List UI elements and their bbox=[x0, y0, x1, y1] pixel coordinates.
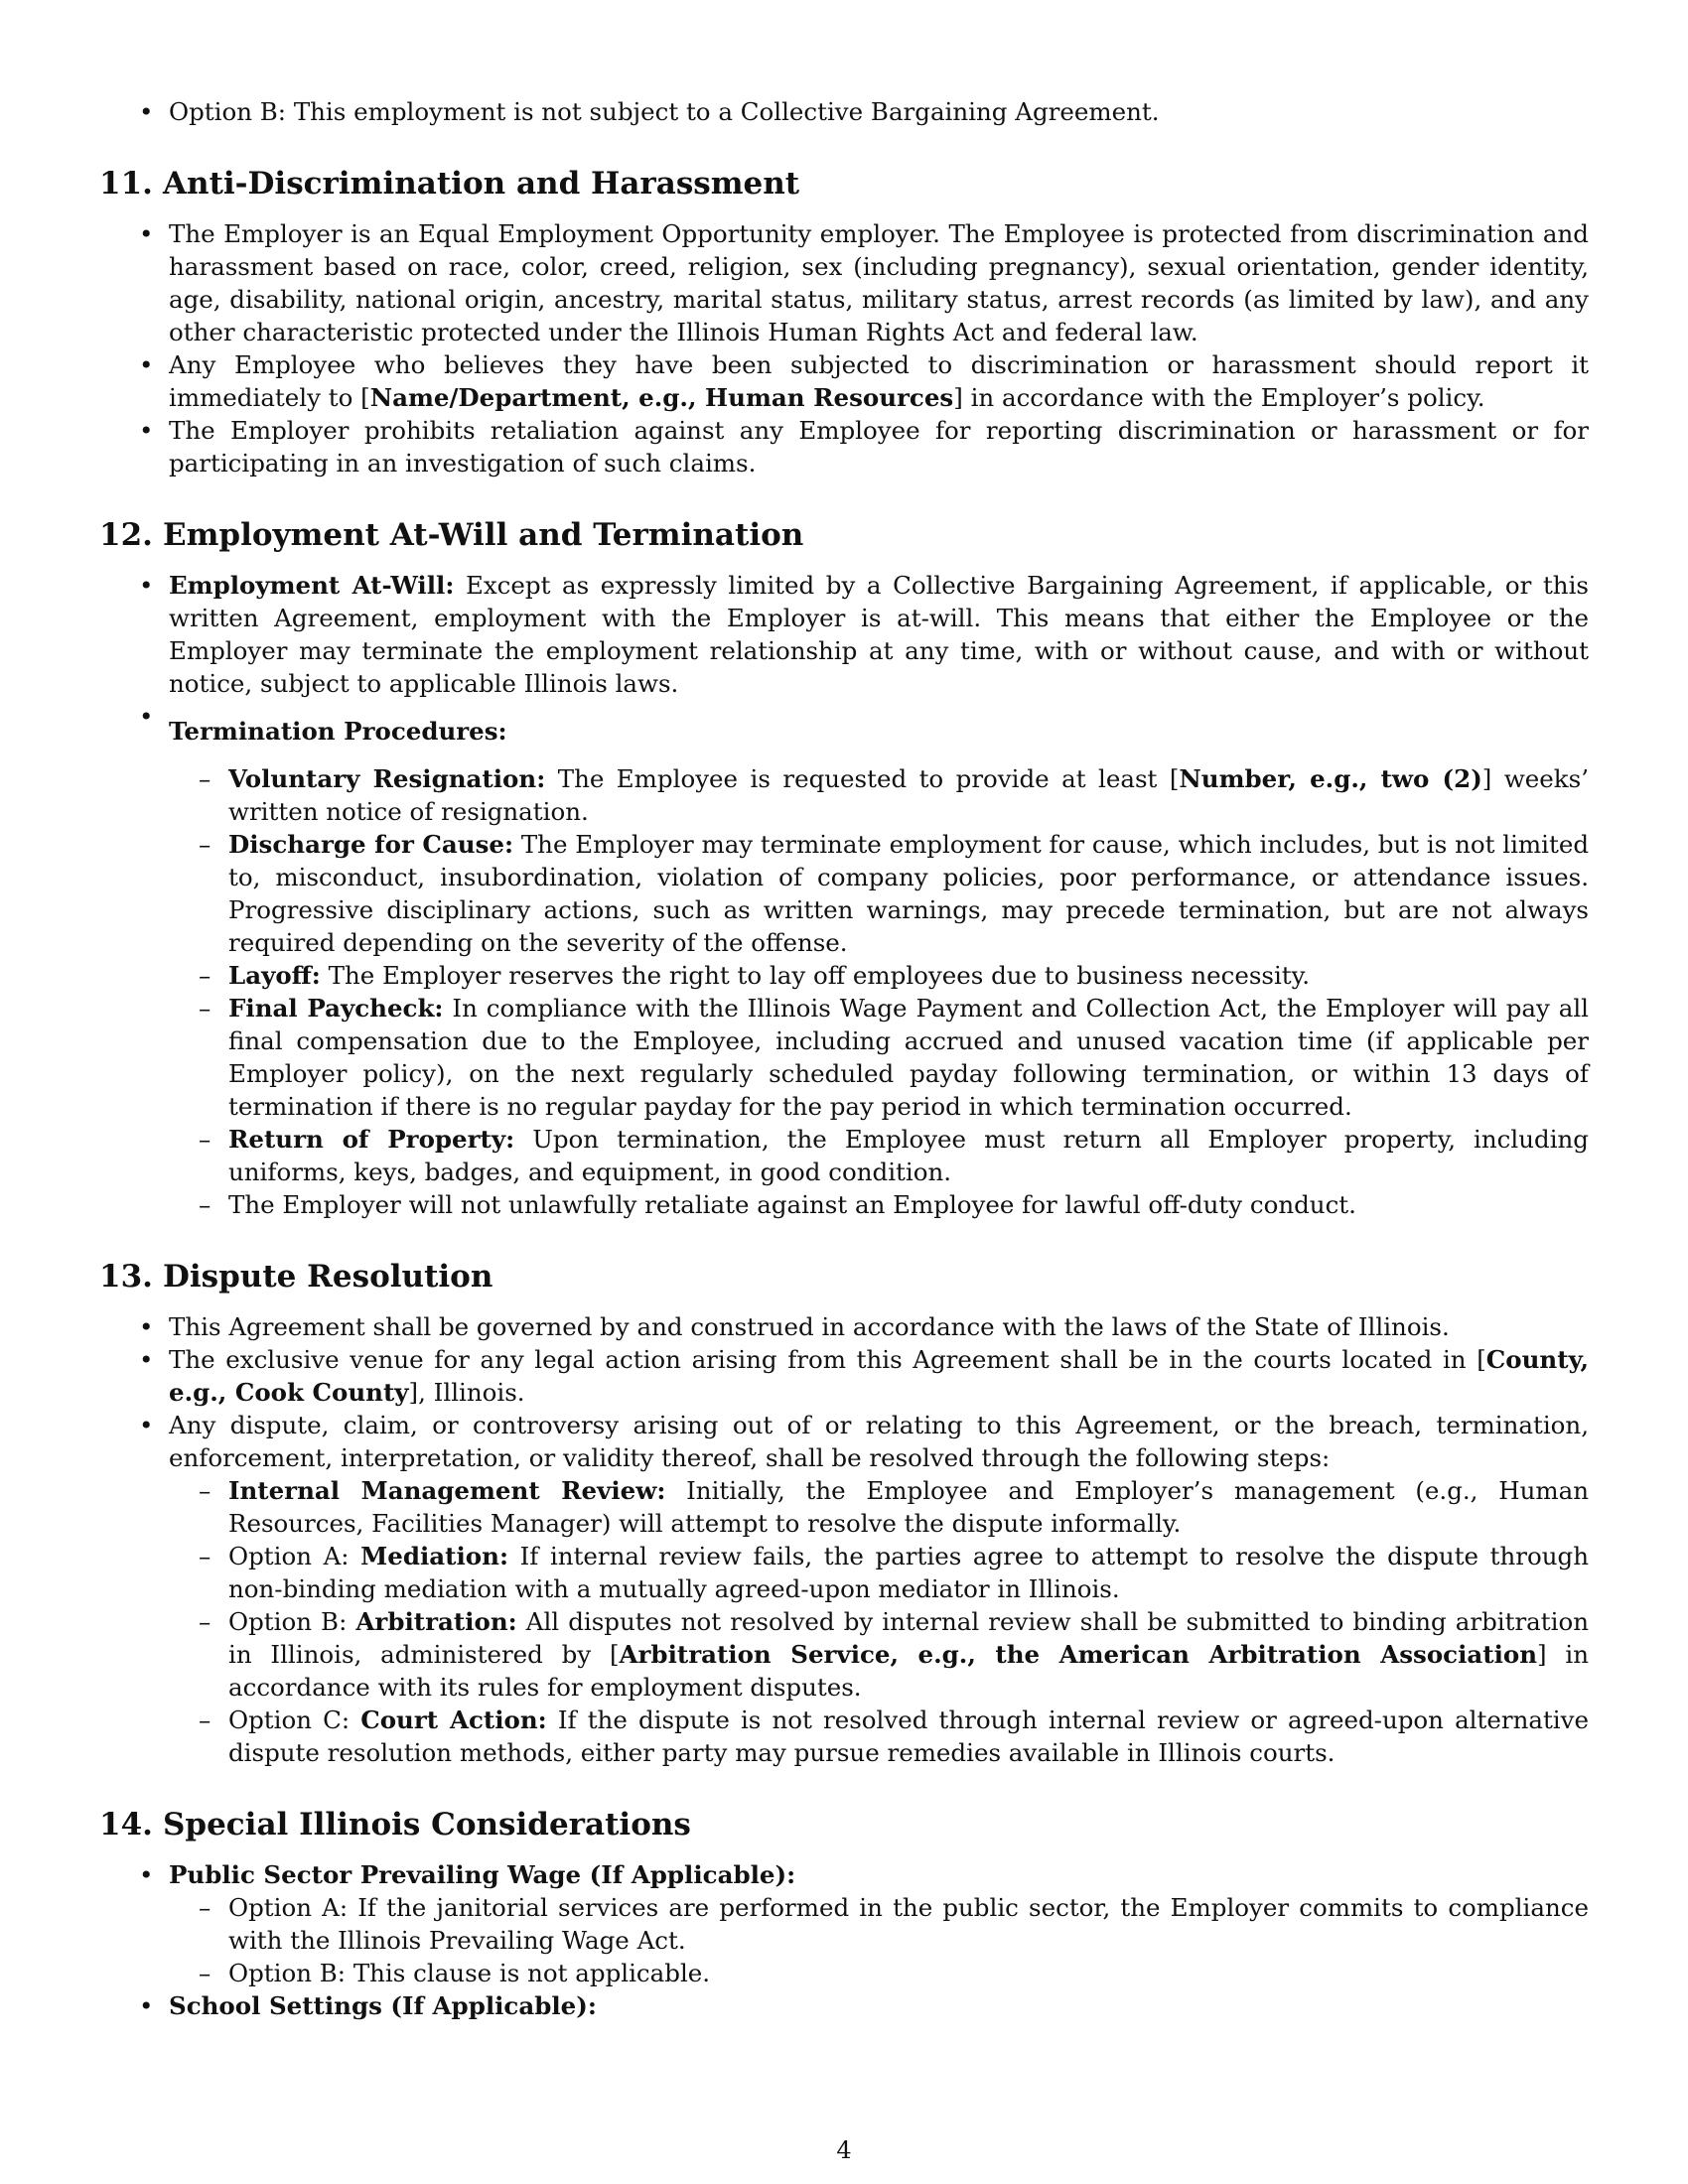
list-item: – Option B: This clause is not applicable. bbox=[228, 1957, 1589, 1989]
section-11-heading: 11. Anti-Discrimination and Harassment bbox=[99, 166, 800, 202]
section-12-list bbox=[99, 569, 1589, 1221]
document-page bbox=[99, 95, 1589, 2022]
list-item: – Option C: Court Action: If the dispute is not resolved through internal review or agreed-upon alternative dispute resolution methods, either party may pursue remedies available in Illinois courts. bbox=[228, 1704, 1589, 1769]
list-item: – Discharge for Cause: The Employer may terminate employment for cause, which includes, but is not limited to, misconduct, insubordination, violation of company policies, poor performance, or attendance issues. Progressive disciplinary actions, such as written warnings, may precede termination, but are not always required depending on the severity of the offense. bbox=[228, 828, 1589, 959]
dispute-steps-list bbox=[169, 1474, 1589, 1769]
section-13-list bbox=[99, 1310, 1589, 1769]
section-13-heading: 13. Dispute Resolution bbox=[99, 1259, 493, 1295]
cba-option-list bbox=[99, 95, 1589, 128]
list-item: • Termination Procedures: – Voluntary Resignation: The Employee is requested to provide at least [Number, e.g., two (2)] weeks’ written notice of resignation. – Discharge for Cause: The Employer may terminate employment for cause, which includes, but is not limited to, misconduct, insubordination, violation of company policies, poor performance, or attendance issues. Progressive disciplinary actions, such as written warnings, may precede termination, but are not always required depending on the severity of the offense. – Layoff: The Employer reserves the right to lay off employees due to business necessity. – Final Paycheck: In compliance with the Illinois Wage Payment and Collection Act, the Employer will pay all final compensation due to the Employee, including accrued and unused vacation time (if applicable per Employer policy), on the next regularly scheduled payday following termination, or within 13 days of termination if there is no regular payday for the pay period in which termination occurred. – Return of Property: Upon termination, the Employee must return all Employer property, including uniforms, keys, badges, and equipment, in good condition. – The Employer will not unlawfully retaliate against an Employee for lawful off-duty conduct. bbox=[169, 700, 1589, 1221]
list-item: – Option B: Arbitration: All disputes not resolved by internal review shall be submitted to binding arbitration in Illinois, administered by [Arbitration Service, e.g., the American Arbitration Association] in accordance with its rules for employment disputes. bbox=[228, 1605, 1589, 1704]
list-item: • School Settings (If Applicable): bbox=[169, 1989, 1589, 2022]
section-12-heading: 12. Employment At-Will and Termination bbox=[99, 517, 804, 553]
list-item: • Public Sector Prevailing Wage (If Applicable): – Option A: If the janitorial services are performed in the public sector, the Employer commits to compliance with the Illinois Prevailing Wage Act. – Option B: This clause is not applicable. bbox=[169, 1858, 1589, 1989]
list-item: – Voluntary Resignation: The Employee is requested to provide at least [Number, e.g., two (2)] weeks’ written notice of resignation. bbox=[228, 762, 1589, 828]
list-item: • The Employer prohibits retaliation against any Employee for reporting discrimination or harassment or for participating in an investigation of such claims. bbox=[169, 414, 1589, 479]
termination-procedures-list bbox=[169, 762, 1589, 1221]
section-14-heading: 14. Special Illinois Considerations bbox=[99, 1807, 691, 1843]
section-14-list bbox=[99, 1858, 1589, 2022]
list-item: • Any Employee who believes they have been subjected to discrimination or harassment should report it immediately to [Name/Department, e.g., Human Resources] in accordance with the Employer’s policy. bbox=[169, 348, 1589, 414]
list-item: • The Employer is an Equal Employment Opportunity employer. The Employee is protected from discrimination and harassment based on race, color, creed, religion, sex (including pregnancy), sexual orientation, gender identity, age, disability, national origin, ancestry, marital status, military status, arrest records (as limited by law), and any other characteristic protected under the Illinois Human Rights Act and federal law. bbox=[169, 217, 1589, 348]
list-item: – Internal Management Review: Initially, the Employee and Employer’s management (e.g., Human Resources, Facilities Manager) will attempt to resolve the dispute informally. bbox=[228, 1474, 1589, 1540]
list-item: • Employment At-Will: Except as expressly limited by a Collective Bargaining Agreement, if applicable, or this written Agreement, employment with the Employer is at-will. This means that either the Employee or the Employer may terminate the employment relationship at any time, with or without cause, and with or without notice, subject to applicable Illinois laws. bbox=[169, 569, 1589, 700]
list-item: – Option A: If the janitorial services are performed in the public sector, the Employer commits to compliance with the Illinois Prevailing Wage Act. bbox=[228, 1891, 1589, 1957]
page-number: 4 bbox=[836, 2136, 852, 2164]
list-item: • Any dispute, claim, or controversy arising out of or relating to this Agreement, or the breach, termination, enforcement, interpretation, or validity thereof, shall be resolved through the following steps: – Internal Management Review: Initially, the Employee and Employer’s management (e.g., Human Resources, Facilities Manager) will attempt to resolve the dispute informally. – Option A: Mediation: If internal review fails, the parties agree to attempt to resolve the dispute through non-binding mediation with a mutually agreed-upon mediator in Illinois. – Option B: Arbitration: All disputes not resolved by internal review shall be submitted to binding arbitration in Illinois, administered by [Arbitration Service, e.g., the American Arbitration Association] in accordance with its rules for employment disputes. – Option C: Court Action: If the dispute is not resolved through internal review or agreed-upon alternative dispute resolution methods, either party may pursue remedies available in Illinois courts. bbox=[169, 1409, 1589, 1769]
list-item: – Option A: Mediation: If internal review fails, the parties agree to attempt to resolve the dispute through non-binding mediation with a mutually agreed-upon mediator in Illinois. bbox=[228, 1540, 1589, 1605]
section-11-list bbox=[99, 217, 1589, 479]
prevailing-wage-options bbox=[169, 1891, 1589, 1989]
list-item: – Return of Property: Upon termination, the Employee must return all Employer property, including uniforms, keys, badges, and equipment, in good condition. bbox=[228, 1123, 1589, 1188]
list-item: – The Employer will not unlawfully retaliate against an Employee for lawful off-duty conduct. bbox=[228, 1188, 1589, 1221]
list-item: • The exclusive venue for any legal action arising from this Agreement shall be in the courts located in [County, e.g., Cook County], Illinois. bbox=[169, 1343, 1589, 1409]
list-item: • Option B: This employment is not subject to a Collective Bargaining Agreement. bbox=[169, 95, 1589, 128]
list-item: – Final Paycheck: In compliance with the Illinois Wage Payment and Collection Act, the Employer will pay all final compensation due to the Employee, including accrued and unused vacation time (if applicable per Employer policy), on the next regularly scheduled payday following termination, or within 13 days of termination if there is no regular payday for the pay period in which termination occurred. bbox=[228, 992, 1589, 1123]
list-item: • This Agreement shall be governed by and construed in accordance with the laws of the State of Illinois. bbox=[169, 1310, 1589, 1343]
list-item: – Layoff: The Employer reserves the right to lay off employees due to business necessity. bbox=[228, 959, 1589, 992]
